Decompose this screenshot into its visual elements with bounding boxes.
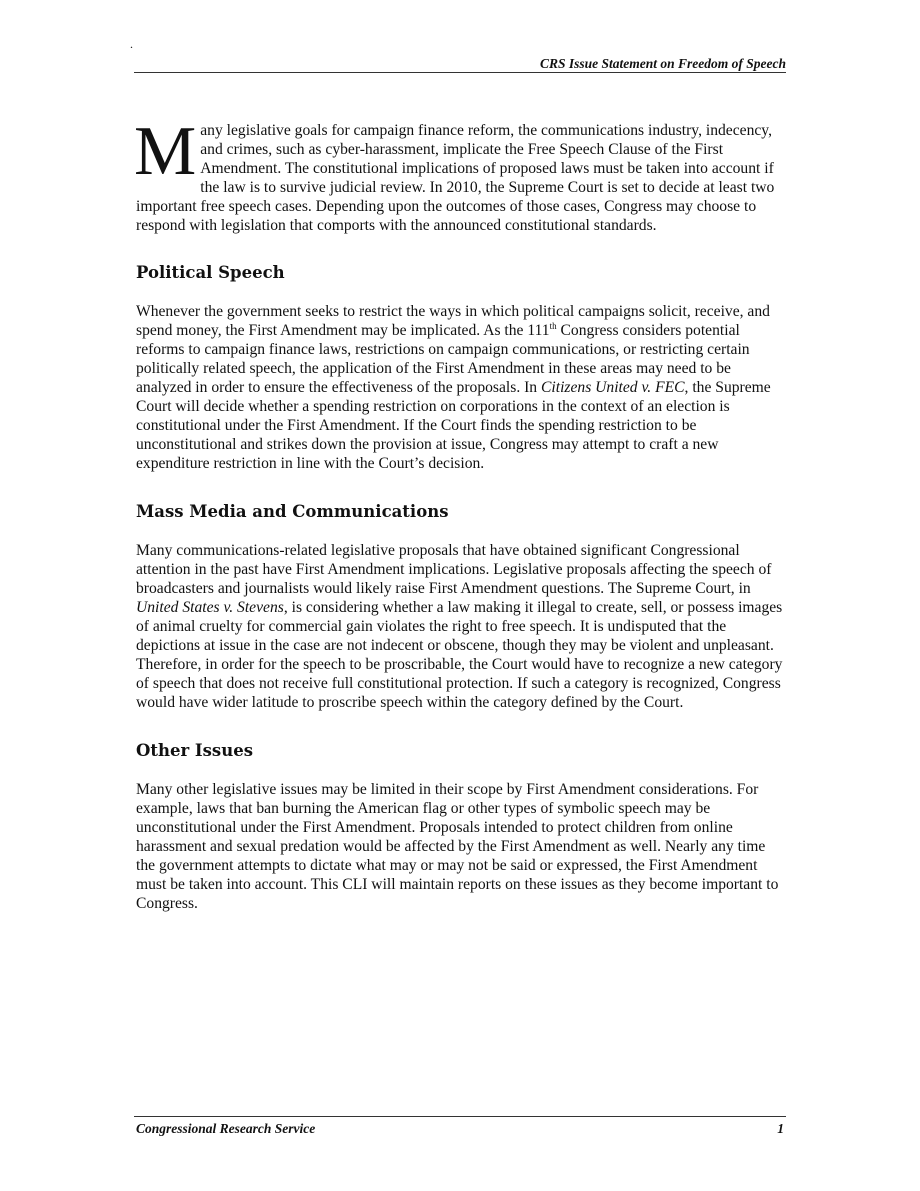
text-run: Many communications-related legislative proposals that have obtained significant Congressional attention in the past have First Amendment implications. Legislative proposals affecting the speech of broadcasters and journalists would likely raise First Amendment questions. The Supreme Court, in <box>136 542 772 597</box>
drop-cap: M <box>134 113 197 190</box>
document-body <box>134 113 784 913</box>
paragraph-political-speech <box>136 302 784 473</box>
text-run: , the Supreme Court will decide whether a spending restriction on corporations in the context of an election is constitutional under the First Amendment. If the Court finds the spending restriction to be unconstitutional and strikes down the provision at issue, Congress may attempt to craft a new expenditure restriction in line with the Court’s decision. <box>136 379 771 472</box>
text-run: Many other legislative issues may be limited in their scope by First Amendment considerations. For example, laws that ban burning the American flag or other types of symbolic speech may be unconstitutional under the First Amendment. Proposals intended to protect children from online harassment and sexual predation would be affected by the First Amendment as well. Nearly any time the government attempts to dictate what may or may not be said or expressed, the First Amendment must be taken into account. This CLI will maintain reports on these issues as they become important to Congress. <box>136 781 779 912</box>
paragraph-mass-media <box>136 541 784 712</box>
text-run: , is considering whether a law making it illegal to create, sell, or possess images of animal cruelty for commercial gain violates the right to free speech. It is undisputed that the depictions at issue in the case are not indecent or obscene, though they may be violent and unpleasant. Therefore, in order for the speech to be proscribable, the Court would have to recognize a new category of speech that does not receive full constitutional protection. If such a category is recognized, Congress would have wider latitude to proscribe speech within the category defined by the Court. <box>136 599 783 711</box>
section-heading-other-issues: Other Issues <box>136 741 254 760</box>
footer-publisher: Congressional Research Service <box>136 1121 316 1136</box>
section-heading-political-speech: Political Speech <box>136 263 285 282</box>
header-rule <box>134 72 786 73</box>
text-run: Congress considers potential reforms to campaign finance laws, restrictions on campaign communications, or restricting certain politically related speech, the application of the First Amendment in these areas may need to be analyzed in order to ensure the effectiveness of the proposals. In <box>136 322 750 396</box>
case-name-us-v-stevens: United States v. Stevens <box>136 599 284 616</box>
page-number: 1 <box>777 1121 784 1136</box>
text-run: Whenever the government seeks to restrict the ways in which political campaigns solicit, receive, and spend money, the First Amendment may be implicated. As the 111 <box>136 303 770 339</box>
paragraph-other-issues <box>136 780 784 913</box>
section-heading-mass-media: Mass Media and Communications <box>136 502 449 521</box>
running-header-title: CRS Issue Statement on Freedom of Speech <box>539 56 786 71</box>
footer-rule <box>134 1116 786 1117</box>
superscript-ordinal: th <box>549 321 557 331</box>
page-mark: . <box>130 37 133 51</box>
case-name-citizens-united: Citizens United v. FEC <box>541 379 685 396</box>
intro-text: any legislative goals for campaign finance reform, the communications industry, indecency, and crimes, such as cyber-harassment, implicate the Free Speech Clause of the First Amendment. The constitutional implications of proposed laws must be taken into account if the law is to survive judicial review. In 2010, the Supreme Court is set to decide at least two important free speech cases. Depending upon the outcomes of those cases, Congress may choose to respond with legislation that comports with the announced constitutional standards. <box>136 122 775 234</box>
intro-paragraph <box>134 113 784 235</box>
